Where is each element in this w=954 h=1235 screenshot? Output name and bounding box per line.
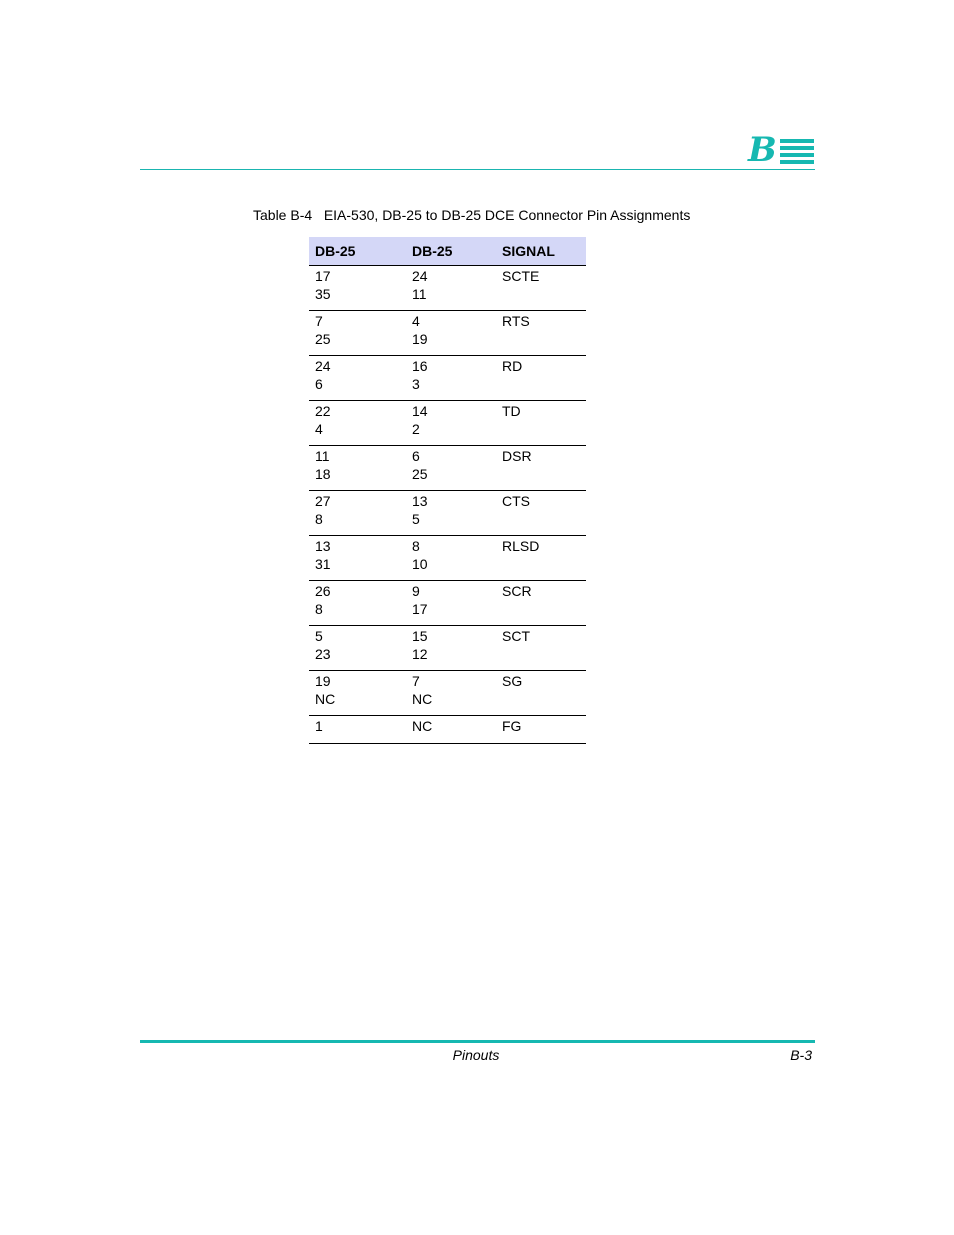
table-header-row — [309, 237, 586, 266]
signal-cell-text: SCTE — [502, 268, 540, 284]
db25-b-cell — [406, 536, 496, 581]
db25-b-cell-text: 15 12 — [412, 628, 428, 662]
db25-a-cell — [309, 446, 406, 491]
table-row — [309, 446, 586, 491]
db25-a-cell — [309, 266, 406, 311]
db25-b-cell — [406, 491, 496, 536]
table-row — [309, 671, 586, 716]
table-row — [309, 536, 586, 581]
db25-a-cell-text: 5 23 — [315, 628, 331, 662]
table-row — [309, 581, 586, 626]
db25-b-cell-text: 13 5 — [412, 493, 428, 527]
db25-b-cell-text: 14 2 — [412, 403, 428, 437]
table-row — [309, 716, 586, 744]
db25-a-cell-text: 1 — [315, 718, 323, 734]
db25-b-cell-text: 24 11 — [412, 268, 428, 302]
column-header-db25-b: DB-25 — [406, 237, 496, 266]
table-row — [309, 266, 586, 311]
signal-cell — [496, 671, 586, 716]
db25-a-cell — [309, 716, 406, 744]
db25-b-cell — [406, 311, 496, 356]
signal-cell — [496, 266, 586, 311]
table-row — [309, 356, 586, 401]
db25-a-cell-text: 26 8 — [315, 583, 331, 617]
db25-b-cell — [406, 626, 496, 671]
chapter-bars-icon — [780, 139, 814, 167]
table-row — [309, 311, 586, 356]
db25-b-cell-text: 4 19 — [412, 313, 428, 347]
db25-a-cell — [309, 536, 406, 581]
signal-cell-text: SCR — [502, 583, 532, 599]
table-row — [309, 401, 586, 446]
pin-assignment-table — [309, 237, 586, 744]
db25-b-cell-text: 9 17 — [412, 583, 428, 617]
signal-cell-text: SG — [502, 673, 523, 689]
db25-b-cell-text: 6 25 — [412, 448, 428, 482]
db25-b-cell — [406, 581, 496, 626]
db25-a-cell — [309, 356, 406, 401]
db25-b-cell — [406, 266, 496, 311]
table-caption — [253, 207, 773, 223]
table-row — [309, 626, 586, 671]
signal-cell-text: RD — [502, 358, 523, 374]
footer-page-number: B-3 — [790, 1047, 812, 1063]
signal-cell — [496, 491, 586, 536]
db25-b-cell — [406, 716, 496, 744]
table-body — [309, 266, 586, 744]
signal-cell — [496, 536, 586, 581]
db25-a-cell — [309, 581, 406, 626]
db25-b-cell-text: 8 10 — [412, 538, 428, 572]
signal-cell — [496, 356, 586, 401]
signal-cell-text: RTS — [502, 313, 530, 329]
db25-a-cell-text: 17 35 — [315, 268, 331, 302]
db25-a-cell — [309, 626, 406, 671]
db25-a-cell — [309, 311, 406, 356]
signal-cell-text: CTS — [502, 493, 530, 509]
column-header-signal: SIGNAL — [496, 237, 586, 266]
db25-a-cell — [309, 401, 406, 446]
footer-rule — [140, 1040, 815, 1043]
db25-b-cell-text: NC — [412, 718, 433, 734]
signal-cell-text: RLSD — [502, 538, 540, 554]
column-header-db25-a: DB-25 — [309, 237, 406, 266]
table-row — [309, 491, 586, 536]
signal-cell — [496, 401, 586, 446]
db25-a-cell-text: 19 NC — [315, 673, 336, 707]
signal-cell — [496, 446, 586, 491]
db25-a-cell-text: 24 6 — [315, 358, 331, 392]
db25-b-cell — [406, 671, 496, 716]
chapter-letter: B — [748, 130, 777, 170]
signal-cell — [496, 626, 586, 671]
db25-b-cell — [406, 401, 496, 446]
signal-cell-text: DSR — [502, 448, 532, 464]
db25-a-cell-text: 13 31 — [315, 538, 331, 572]
db25-a-cell — [309, 491, 406, 536]
db25-a-cell — [309, 671, 406, 716]
db25-a-cell-text: 22 4 — [315, 403, 331, 437]
signal-cell-text: FG — [502, 718, 522, 734]
db25-b-cell — [406, 446, 496, 491]
db25-b-cell-text: 16 3 — [412, 358, 428, 392]
signal-cell — [496, 581, 586, 626]
caption-title: EIA-530, DB-25 to DB-25 DCE Connector Pin Assignments — [323, 207, 691, 223]
db25-a-cell-text: 7 25 — [315, 313, 331, 347]
db25-b-cell-text: 7 NC — [412, 673, 433, 707]
signal-cell-text: SCT — [502, 628, 530, 644]
footer-section-title: Pinouts — [452, 1047, 500, 1063]
header-rule — [140, 169, 815, 170]
signal-cell-text: TD — [502, 403, 521, 419]
db25-a-cell-text: 11 18 — [315, 448, 331, 482]
signal-cell — [496, 311, 586, 356]
db25-a-cell-text: 27 8 — [315, 493, 331, 527]
signal-cell — [496, 716, 586, 744]
db25-b-cell — [406, 356, 496, 401]
caption-label: Table B-4 — [253, 207, 313, 223]
